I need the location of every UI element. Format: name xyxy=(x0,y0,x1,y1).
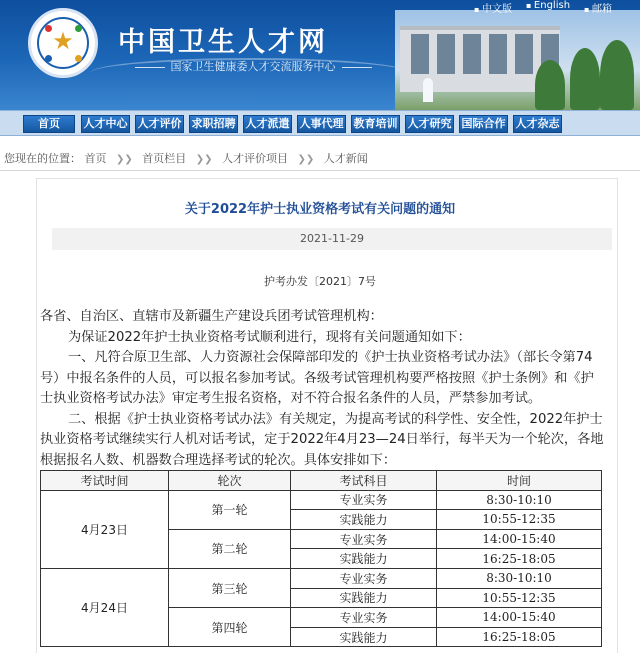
tree xyxy=(600,40,634,110)
breadcrumb-column[interactable]: 首页栏目 xyxy=(142,152,187,165)
breadcrumb xyxy=(4,150,368,166)
subject-cell: 实践能力 xyxy=(291,549,437,569)
table-row xyxy=(41,568,602,588)
tree xyxy=(570,48,600,110)
site-header xyxy=(0,0,640,110)
nav-item-talent-center[interactable]: 人才中心 xyxy=(81,115,130,133)
nav-item-training[interactable]: 教育培训 xyxy=(351,115,400,133)
building-window xyxy=(463,34,481,74)
top-links xyxy=(474,0,612,15)
logo-dot xyxy=(45,25,52,32)
round-cell: 第三轮 xyxy=(169,568,291,607)
exam-date-cell: 4月23日 xyxy=(41,490,169,568)
site-logo[interactable] xyxy=(28,8,98,78)
subject-cell: 专业实务 xyxy=(291,568,437,588)
time-cell: 10:55-12:35 xyxy=(437,510,602,530)
logo-star-icon: ★ xyxy=(52,27,74,55)
building-window xyxy=(411,34,429,74)
nav-item-talent-evaluation[interactable]: 人才评价 xyxy=(135,115,184,133)
breadcrumb-home[interactable]: 首页 xyxy=(84,152,107,165)
tree xyxy=(535,60,565,110)
time-cell: 8:30-10:10 xyxy=(437,490,602,510)
fountain xyxy=(423,78,433,102)
nav-item-home[interactable]: 首页 xyxy=(23,115,75,133)
breadcrumb-prefix: 您现在的位置： xyxy=(4,152,81,165)
chevron-right-icon: ❯❯ xyxy=(297,154,315,165)
exam-schedule-table xyxy=(40,470,602,647)
time-cell: 16:25-18:05 xyxy=(437,549,602,569)
time-cell: 14:00-15:40 xyxy=(437,608,602,628)
logo-dot xyxy=(45,55,52,62)
chevron-right-icon: ❯❯ xyxy=(195,154,213,165)
time-cell: 14:00-15:40 xyxy=(437,529,602,549)
nav-item-jobs[interactable]: 求职招聘 xyxy=(189,115,238,133)
site-subtitle-text: 国家卫生健康委人才交流服务中心 xyxy=(170,60,336,73)
link-chinese[interactable]: ▪ 中文版 xyxy=(474,0,512,15)
site-subtitle xyxy=(118,58,388,74)
round-cell: 第四轮 xyxy=(169,608,291,647)
table-header-row xyxy=(41,471,602,491)
subject-cell: 专业实务 xyxy=(291,529,437,549)
nav-item-research[interactable]: 人才研究 xyxy=(405,115,454,133)
subject-cell: 实践能力 xyxy=(291,510,437,530)
column-header: 时间 xyxy=(437,471,602,491)
building-window xyxy=(489,34,507,74)
article-body xyxy=(40,307,606,471)
column-header: 轮次 xyxy=(169,471,291,491)
divider xyxy=(0,170,640,171)
subject-cell: 专业实务 xyxy=(291,608,437,628)
time-cell: 10:55-12:35 xyxy=(437,588,602,608)
subject-cell: 实践能力 xyxy=(291,588,437,608)
nav-item-international[interactable]: 国际合作 xyxy=(459,115,508,133)
column-header: 考试科目 xyxy=(291,471,437,491)
link-english[interactable]: ▪ English xyxy=(526,0,570,15)
logo-dot xyxy=(75,55,82,62)
article-title: 关于2022年护士执业资格考试有关问题的通知 xyxy=(184,202,456,217)
breadcrumb-news[interactable]: 人才新闻 xyxy=(323,152,368,165)
round-cell: 第一轮 xyxy=(169,490,291,529)
building-window xyxy=(515,34,533,74)
paragraph: 一、凡符合原卫生部、人力资源社会保障部印发的《护士执业资格考试办法》（部长令第74号）中报名条件的人员，可以报名参加考试。各级考试管理机构要严格按照《护士条例》和《护士执业资格考试办法》审定考生报名资格，对不符合报名条件的人员，严禁参加考试。 xyxy=(40,350,594,406)
column-header: 考试时间 xyxy=(41,471,169,491)
nav-item-magazine[interactable]: 人才杂志 xyxy=(513,115,562,133)
paragraph: 二、根据《护士执业资格考试办法》有关规定，为提高考试的科学性、安全性，2022年护士执业资格考试继续实行人机对话考试，定于2022年4月23—24日举行，每半天为一个轮次，各地根据报名人数、机器数合理选择考试的轮次。具体安排如下： xyxy=(40,411,604,468)
main-nav xyxy=(0,110,640,136)
time-cell: 8:30-10:10 xyxy=(437,568,602,588)
subject-cell: 实践能力 xyxy=(291,627,437,647)
link-mailbox[interactable]: ▪ 邮箱 xyxy=(584,0,612,15)
chevron-right-icon: ❯❯ xyxy=(116,154,133,165)
nav-item-dispatch[interactable]: 人才派遣 xyxy=(243,115,292,133)
exam-date-cell: 4月24日 xyxy=(41,568,169,646)
table-row xyxy=(41,490,602,510)
logo-dot xyxy=(75,25,82,32)
subject-cell: 专业实务 xyxy=(291,490,437,510)
article-date: 2021-11-29 xyxy=(52,228,612,250)
building-window xyxy=(437,34,455,74)
time-cell: 16:25-18:05 xyxy=(437,627,602,647)
paragraph: 为保证2022年护士执业资格考试顺利进行，现将有关问题通知如下： xyxy=(68,329,471,345)
paragraph-salutation: 各省、自治区、直辖市及新疆生产建设兵团考试管理机构： xyxy=(40,309,383,324)
site-title: 中国卫生人才网 xyxy=(118,27,328,58)
breadcrumb-evaluation[interactable]: 人才评价项目 xyxy=(222,152,289,165)
building-photo xyxy=(395,10,640,110)
round-cell: 第二轮 xyxy=(169,529,291,568)
nav-item-personnel-agency[interactable]: 人事代理 xyxy=(297,115,346,133)
document-number: 护考办发〔2021〕7号 xyxy=(264,275,376,288)
